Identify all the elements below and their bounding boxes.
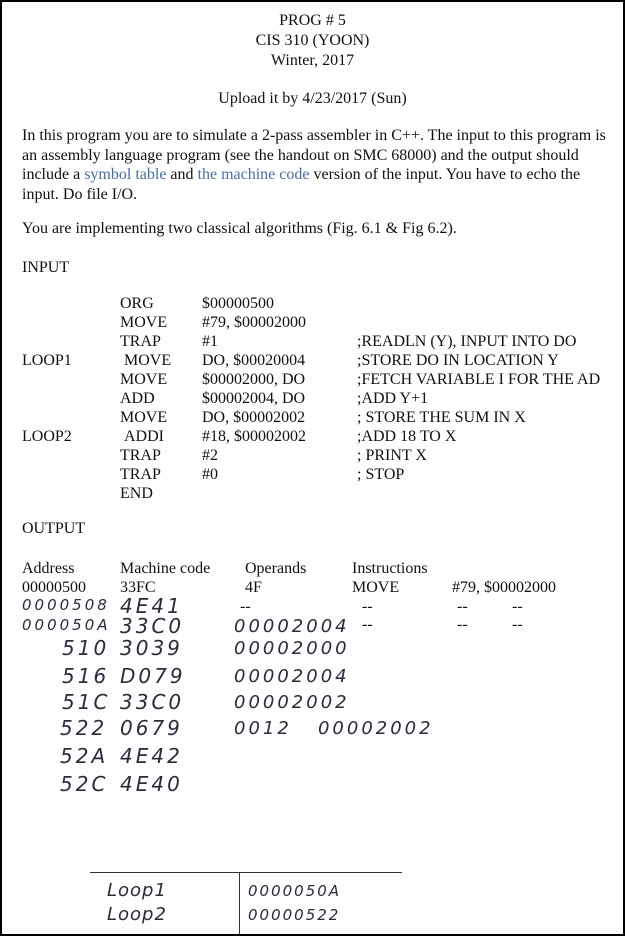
col-header-instructions: Instructions: [352, 560, 428, 577]
row1-instruction-operand: #79, $00002000: [452, 579, 556, 596]
output-heading: OUTPUT: [22, 520, 86, 537]
hw-address: 51C: [62, 690, 111, 714]
program-title: PROG # 5: [279, 12, 346, 29]
intro-text-1: In this program you are to simulate a 2-pass assembler in C++. The input to this program is an assembly language program (see the handout on SMC 68000) and the output should include a: [22, 127, 606, 183]
hw-operand: 00002004: [234, 616, 350, 637]
input-comment: ;STORE DO IN LOCATION Y: [357, 352, 559, 369]
intro-text-3: version of the input. You have to echo the input. Do file I/O.: [22, 166, 581, 203]
input-operand: #79, $00002000: [202, 314, 306, 331]
symbol-table-top-rule: [90, 872, 402, 873]
col-header-address: Address: [22, 560, 75, 577]
symbol-table-divider: [239, 872, 240, 936]
algorithms-note: You are implementing two classical algorithms (Fig. 6.1 & Fig 6.2).: [22, 220, 457, 237]
input-comment: ;FETCH VARIABLE I FOR THE AD: [357, 371, 601, 388]
input-comment: ;READLN (Y), INPUT INTO DO: [357, 333, 577, 350]
hw-operand: 00002000: [234, 638, 350, 659]
course-name: CIS 310 (YOON): [255, 32, 370, 49]
symbol-name: Loop2: [107, 904, 167, 925]
input-label: LOOP2: [22, 428, 72, 445]
input-opcode: ADD: [120, 390, 155, 407]
input-comment: ;ADD 18 TO X: [357, 428, 457, 445]
row1-address: 00000500: [22, 579, 86, 596]
input-opcode: MOVE: [120, 371, 168, 388]
input-opcode: MOVE: [120, 314, 168, 331]
hw-machine-code: 4E41: [120, 594, 183, 618]
hw-operand: 0012 00002002: [234, 718, 434, 739]
hw-operand: 00002002: [234, 692, 350, 713]
intro-paragraph: [22, 126, 607, 204]
input-operand: #18, $00002002: [202, 428, 306, 445]
deadline: Upload it by 4/23/2017 (Sun): [218, 90, 407, 107]
input-operand: $00002000, DO: [202, 371, 306, 388]
dash-op1: --: [457, 598, 468, 615]
symbol-address: 0000050A: [248, 882, 342, 900]
row1-instruction: MOVE: [352, 579, 400, 596]
hw-machine-code: 0679: [120, 716, 183, 740]
input-label: LOOP1: [22, 352, 72, 369]
hw-operand: 00002004: [234, 666, 350, 687]
hw-machine-code: D079: [120, 664, 186, 688]
hw-machine-code: 33C0: [120, 690, 185, 714]
hw-address: 52A: [60, 744, 109, 768]
dash-op1-2: --: [457, 616, 468, 633]
hw-machine-code: 33C0: [120, 614, 185, 638]
input-heading: INPUT: [22, 259, 70, 276]
input-opcode: TRAP: [120, 466, 161, 483]
dash-instr-2: --: [362, 616, 373, 633]
input-comment: ; STOP: [357, 466, 405, 483]
dash-op2-2: --: [512, 616, 523, 633]
row1-operands: 4F: [245, 579, 262, 596]
input-operand: DO, $00002002: [202, 409, 306, 426]
hw-address: 516: [62, 664, 110, 688]
input-opcode: ADDI: [124, 428, 164, 445]
hw-address: 522: [60, 716, 108, 740]
dash-instr: --: [362, 598, 373, 615]
hw-address: 52C: [60, 772, 109, 796]
hw-machine-code: 4E40: [120, 772, 183, 796]
input-operand: $00000500: [202, 295, 274, 312]
hw-address: 510: [62, 636, 110, 660]
input-opcode: MOVE: [120, 409, 168, 426]
hw-machine-code: 4E42: [120, 744, 183, 768]
symbol-name: Loop1: [107, 880, 167, 901]
hw-address: 0000508: [22, 596, 110, 614]
input-operand: #1: [202, 333, 218, 350]
hw-machine-code: 3039: [120, 636, 183, 660]
hw-address: 000050A: [22, 616, 111, 634]
input-opcode: END: [120, 485, 153, 502]
input-operand: DO, $00020004: [202, 352, 306, 369]
input-comment: ;ADD Y+1: [357, 390, 429, 407]
input-opcode: ORG: [120, 295, 154, 312]
input-operand: #0: [202, 466, 218, 483]
input-opcode: TRAP: [120, 447, 161, 464]
input-opcode: TRAP: [120, 333, 161, 350]
dash-operand: --: [240, 598, 251, 615]
row1-machine-code: 33FC: [120, 579, 156, 596]
input-opcode: MOVE: [124, 352, 172, 369]
col-header-operands: Operands: [245, 560, 307, 577]
col-header-machine-code: Machine code: [120, 560, 211, 577]
dash-op2: --: [512, 598, 523, 615]
term: Winter, 2017: [270, 52, 355, 69]
symbol-table-phrase: symbol table: [84, 166, 167, 183]
machine-code-phrase: the machine code: [197, 166, 310, 183]
intro-text-2: and: [166, 166, 198, 183]
input-comment: ; STORE THE SUM IN X: [357, 409, 526, 426]
symbol-address: 00000522: [248, 906, 341, 924]
input-comment: ; PRINT X: [357, 447, 427, 464]
input-operand: #2: [202, 447, 218, 464]
input-operand: $00002004, DO: [202, 390, 306, 407]
